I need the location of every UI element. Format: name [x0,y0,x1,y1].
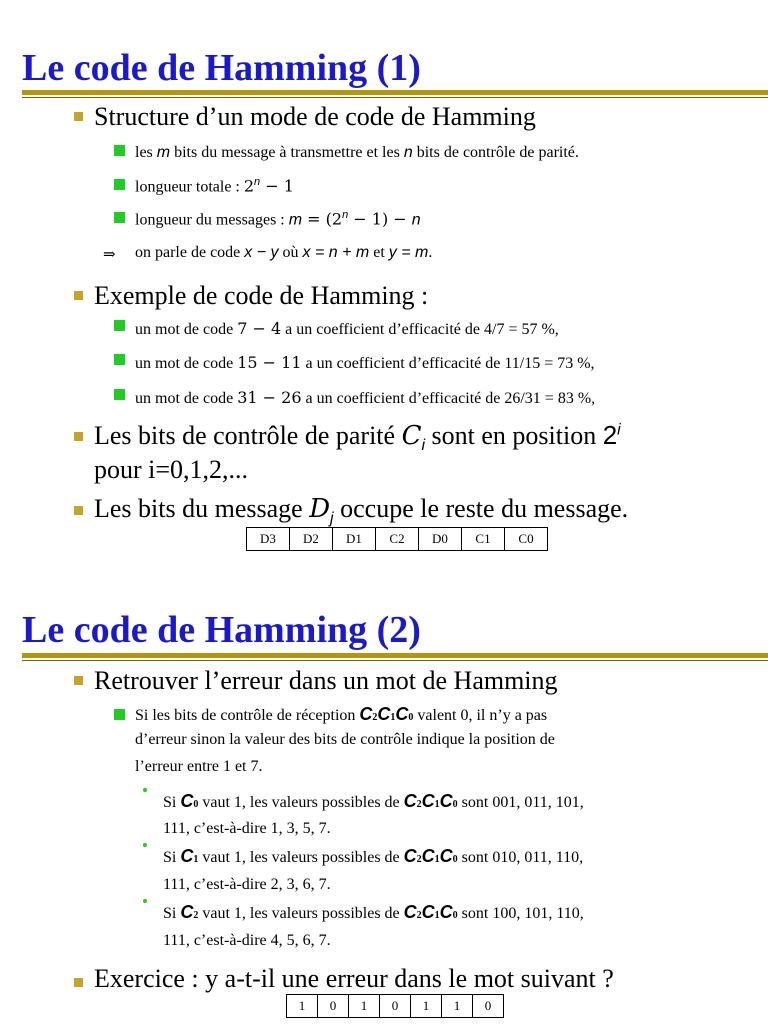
math-sup: n [254,176,261,188]
math-n: n [403,144,413,161]
c-symbol: C [421,846,435,866]
c-sub: 2 [416,854,422,865]
table-cell: D2 [290,528,333,551]
item-control-bits-line3: l’erreur entre 1 et 7. [135,758,263,775]
c-sub: 0 [452,854,458,865]
case-c2-line2: 111, c’est-à-dire 4, 5, 6, 7. [163,932,331,949]
green-bullet-icon [114,354,125,365]
bullet-parity-position [94,420,621,455]
dot-bullet-icon [143,843,147,847]
dot-bullet-icon [143,788,147,792]
square-bullet-icon [74,676,83,685]
text: vaut 1, les valeurs possibles de [202,905,400,922]
c-symbol: C [403,902,417,922]
exercise-word-table [286,994,504,1018]
c-sub: 1 [434,854,440,865]
c-symbol: C [180,791,194,811]
bullet-exercise: Exercice : y a-t-il une erreur dans le mot suivant ? [94,964,614,993]
item-example-15-11 [135,353,595,373]
math: y = m [388,244,429,261]
text: où [282,244,299,261]
implies-arrow-icon: ⇒ [103,247,116,263]
math: 2 [602,420,618,450]
title-rule [22,90,768,95]
item-control-bits-line2: d’erreur sinon la valeur des bits de contrôle indique la position de [135,731,555,748]
c-sub: 2 [193,910,199,921]
math-m: m [288,211,303,229]
text: sont 100, 101, 110, [461,905,584,922]
math: 7 − 4 [237,319,282,338]
math-d: D [309,494,331,524]
text: Si les bits de contrôle de réception [135,707,356,724]
math-c: C [401,421,422,451]
math-sub: j [330,510,334,528]
c-symbol: C [439,846,453,866]
math: − 1) − [348,209,412,229]
c-symbol: C [421,902,435,922]
text: occupe le reste du message. [340,494,629,523]
math-n: n [411,211,421,229]
item-message-length [135,209,421,229]
c-symbol: C [395,704,409,724]
case-c1 [163,846,583,867]
c-sub: 0 [408,712,414,723]
math: x − y [244,244,279,261]
text: et [373,244,385,261]
dot-bullet-icon [143,899,147,903]
c-sub: 1 [193,854,199,865]
bullet-example: Exemple de code de Hamming : [94,281,429,310]
c-symbol: C [439,902,453,922]
math-sup: n [342,209,349,221]
math: 15 − 11 [237,353,302,372]
c-sub: 1 [434,910,440,921]
c-symbol: C [421,791,435,811]
period: . [428,244,433,261]
math: x = n + m [302,244,370,261]
item-control-bits [135,704,547,725]
table-cell: C1 [462,528,505,551]
square-bullet-icon [74,291,83,300]
text: Les bits de contrôle de parité [94,421,396,450]
bit-layout-table [246,527,548,551]
c-sub: 0 [193,799,199,810]
title-rule-thin [22,97,768,98]
text: bits de contrôle de parité. [416,144,579,161]
case-c0 [163,791,584,812]
table-cell: 1 [287,995,318,1018]
table-cell: D1 [333,528,376,551]
math-m: m [156,144,171,161]
bullet-parity-position-line2: pour i=0,1,2,... [94,455,249,484]
item-example-7-4 [135,319,559,339]
text: sont 010, 011, 110, [461,849,584,866]
item-total-length [135,176,294,196]
math-sup: i [617,421,621,439]
table-cell: 0 [473,995,504,1018]
text: longueur du messages : [135,211,285,229]
table-cell: C0 [505,528,548,551]
square-bullet-icon [74,506,83,515]
case-c1-line2: 111, c’est-à-dire 2, 3, 6, 7. [163,876,331,893]
text: vaut 1, les valeurs possibles de [202,849,400,866]
text: Les bits du message [94,494,303,523]
c-sub: 1 [390,712,396,723]
text: Si [163,794,177,811]
text: bits du message à transmettre et les [174,144,400,161]
item-example-31-26 [135,388,595,408]
table-row [247,528,548,551]
c-sub: 2 [372,712,378,723]
text: sont 001, 011, 101, [461,794,584,811]
text: les [135,144,153,161]
square-bullet-icon [74,432,83,441]
c-symbol: C [403,791,417,811]
table-cell: D0 [419,528,462,551]
text: a un coefficient d’efficacité de 26/31 = 83 %, [305,390,596,407]
text: Si [163,849,177,866]
text: a un coefficient d’efficacité de 4/7 = 57 %, [285,321,559,338]
math-sub: i [421,437,426,455]
text: a un coefficient d’efficacité de 11/15 = 73 %, [305,355,595,372]
table-cell: 1 [442,995,473,1018]
text: un mot de code [135,390,234,407]
c-symbol: C [377,704,391,724]
bullet-find-error: Retrouver l’erreur dans un mot de Hamming [94,666,558,695]
table-cell: 0 [318,995,349,1018]
green-bullet-icon [114,709,125,720]
table-cell: C2 [376,528,419,551]
text: un mot de code [135,355,234,372]
c-symbol: C [180,846,194,866]
slide1-title: Le code de Hamming (1) [22,47,421,89]
green-bullet-icon [114,145,125,156]
c-sub: 0 [452,910,458,921]
text: valent 0, il n’y a pas [417,707,548,724]
c-sub: 1 [434,799,440,810]
c-sub: 0 [452,799,458,810]
table-cell: 0 [380,995,411,1018]
c-symbol: C [359,704,373,724]
title-rule-thin [22,660,768,661]
table-cell: 1 [411,995,442,1018]
text: vaut 1, les valeurs possibles de [202,794,400,811]
table-row [287,995,504,1018]
math: 2 [243,176,255,196]
text: on parle de code [135,244,241,261]
table-cell: 1 [349,995,380,1018]
green-bullet-icon [114,179,125,190]
item-code-naming [135,244,432,262]
text: Si [163,905,177,922]
text: un mot de code [135,321,234,338]
c-symbol: C [403,846,417,866]
math: 31 − 26 [237,388,302,407]
text: longueur totale : [135,178,240,196]
math: − 1 [260,176,294,196]
green-bullet-icon [114,320,125,331]
title-rule [22,653,768,658]
c-sub: 2 [416,910,422,921]
bullet-structure: Structure d’un mode de code de Hamming [94,102,536,131]
c-sub: 2 [416,799,422,810]
math: = (2 [302,209,343,229]
text: sont en position [431,421,597,450]
c-symbol: C [180,902,194,922]
slide2-title: Le code de Hamming (2) [22,609,421,651]
square-bullet-icon [74,112,83,121]
case-c0-line2: 111, c’est-à-dire 1, 3, 5, 7. [163,820,331,837]
case-c2 [163,902,584,923]
item-bits [135,144,579,162]
green-bullet-icon [114,212,125,223]
green-bullet-icon [114,389,125,400]
bullet-message-bits [94,494,628,528]
c-symbol: C [439,791,453,811]
table-cell: D3 [247,528,290,551]
square-bullet-icon [74,978,83,987]
